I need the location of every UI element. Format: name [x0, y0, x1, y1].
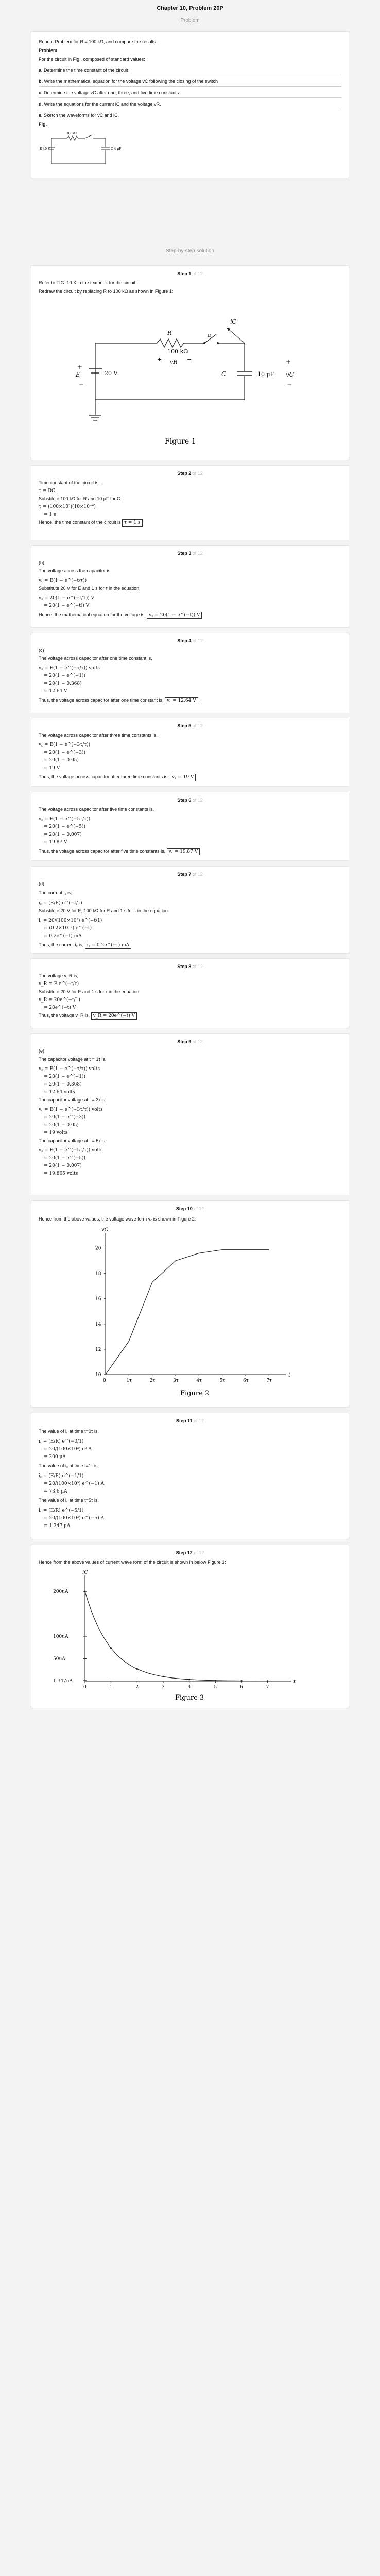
x-tick-label: 3τ: [173, 1378, 179, 1383]
problem-intro: Repeat Problem for R = 100 kΩ, and compare the results.: [39, 39, 158, 44]
problem-circuit: [39, 130, 142, 172]
y-tick-label: 10: [95, 1372, 101, 1378]
data-point: [162, 1676, 164, 1677]
y-tick-label: 18: [95, 1271, 101, 1277]
figure-caption: Figure 3: [175, 1694, 204, 1702]
problem-e-label: E 40 V: [40, 147, 50, 151]
y-tick-label: 200uA: [53, 1589, 68, 1595]
step-3: Step 3 of 12 (b) The voltage across the capacitor is, v꜀ = E(1 − e^(−t/τ)) Substitute 20 V for E and 1 s for τ in the equation. v꜀ = 20(1 − e^(−t/1)) V = 20(1 − e^(−t)) V Hence, the mathematical equation for the voltage is, v꜀ = 20(1 − e^(−t)) V: [31, 545, 349, 628]
x-tick-label: 5: [214, 1685, 217, 1690]
step-5: Step 5 of 12 The voltage across capacitor after three time constants is, v꜀ = E(1 − e^(−3τ/τ)) = 20(1 − e^(−3)) = 20(1 − 0.05) = 19 V Thus, the voltage across capacitor after three time constants is, v꜀ = 19 V: [31, 718, 349, 787]
step-6: Step 6 of 12 The voltage across capacitor after five time constants is, v꜀ = E(1 − e^(−5τ/τ)) = 20(1 − e^(−5)) = 20(1 − 0.007) = 19.87 V Thus, the voltage across capacitor after five time constants is, v꜀ = 19.87 V: [31, 792, 349, 861]
x-tick-label: 1: [109, 1685, 113, 1690]
x-tick-label: 5τ: [219, 1378, 226, 1383]
step-text: Redraw the circuit by replacing R to 100 kΩ as shown in Figure 1:: [39, 289, 174, 294]
x-tick-label: 6τ: [243, 1378, 249, 1383]
y-tick-label: 50uA: [53, 1656, 65, 1662]
step-text: Refer to FIG. 10.X in the textbook for the circuit.: [39, 280, 137, 285]
svg-text:C: C: [221, 370, 227, 378]
answer-box: i꜀ = 0.2e^(−t) mA: [85, 942, 132, 949]
svg-text:+: +: [286, 358, 291, 365]
figure-2-chart: [39, 1225, 337, 1400]
svg-text:100 kΩ: 100 kΩ: [167, 348, 188, 355]
data-point: [215, 1680, 216, 1681]
y-tick-label: 20: [95, 1246, 101, 1251]
y-tick-label: 1.347uA: [53, 1678, 73, 1684]
svg-text:10 μF: 10 μF: [257, 371, 274, 378]
svg-text:+: +: [157, 356, 162, 363]
svg-text:vC: vC: [286, 371, 294, 378]
figure-3-chart: [39, 1568, 337, 1702]
svg-text:iC: iC: [230, 318, 236, 325]
svg-text:+: +: [77, 363, 83, 370]
svg-text:20 V: 20 V: [105, 370, 118, 377]
answer-box: v꜀ = 20(1 − e^(−t)) V: [147, 612, 202, 619]
data-point: [84, 1590, 85, 1592]
data-point: [136, 1668, 138, 1670]
y-tick-label: 14: [95, 1321, 101, 1327]
data-point: [110, 1647, 112, 1649]
step-2: Step 2 of 12 Time constant of the circuit is, τ = RC Substitute 100 kΩ for R and 10 μF for C τ = (100×10³)(10×10⁻⁶) = 1 s Hence, the time constant of the circuit is τ = 1 s: [31, 465, 349, 540]
y-axis-label: iC: [82, 1570, 88, 1575]
problem-part: b. Write the mathematical equation for the voltage vC following the closing of the switch: [39, 77, 341, 87]
problem-heading: Problem: [180, 18, 200, 23]
page-title: Chapter 10, Problem 20P: [157, 5, 223, 11]
step-1: [31, 265, 349, 460]
x-tick-label: 4τ: [196, 1378, 202, 1383]
figure-caption: Figure 2: [180, 1389, 210, 1397]
problem-part: d. Write the equations for the current iC and the voltage vR.: [39, 99, 341, 109]
answer-box: v꜀ = 12.64 V: [165, 697, 198, 704]
series-line: [106, 1250, 269, 1375]
problem-part: c. Determine the voltage vC after one, three, and five time constants.: [39, 88, 341, 98]
step-header: Step 1 of 12: [177, 271, 203, 276]
y-tick-label: 100uA: [53, 1634, 68, 1640]
y-axis-label: vC: [101, 1227, 109, 1233]
step-4: Step 4 of 12 (c) The voltage across capacitor after one time constant is, v꜀ = E(1 − e^(−τ/τ)) volts = 20(1 − e^(−1)) = 20(1 − 0.368) = 12.64 V Thus, the voltage across capacitor after one time constant is, v꜀ = 12.64 V: [31, 633, 349, 713]
solution-heading: Step-by-step solution: [166, 248, 214, 254]
answer-box: v_R = 20e^(−t) V: [91, 1012, 137, 1020]
svg-text:R: R: [167, 330, 172, 336]
step-8: Step 8 of 12 The voltage v_R is, v_R = E e^(−t/τ) Substitute 20 V for E and 1 s for τ in the equation. v_R = 20e^(−t/1) = 20e^(−t) V Thus, the voltage v_R is, v_R = 20e^(−t) V: [31, 958, 349, 1028]
x-tick-label: 0: [103, 1378, 106, 1383]
problem-desc: For the circuit in Fig., composed of standard values:: [39, 57, 145, 62]
step-12: Step 12 of 12 Hence from the above values of current wave form of the circuit is shown in below Figure 3: 200uA 100uA 50uA 1.347uA 0 1 2 3 4 5 6 7 t iC Figure 3: [31, 1545, 349, 1708]
figure-1-caption: Figure 1: [165, 437, 196, 446]
y-tick-label: 16: [95, 1296, 101, 1302]
x-tick-label: 7τ: [266, 1378, 272, 1383]
header: [0, 0, 380, 23]
step-9: Step 9 of 12 (e) The capacitor voltage at t = 1τ is, v꜀ = E(1 − e^(−τ/τ)) volts = 20(1 − e^(−1)) = 20(1 − 0.368) = 12.64 volts The capacitor voltage at t = 3τ is, v꜀ = E(1 − e^(−3τ/τ)) volts = 20(1 − e^(−3)) = 20(1 − 0.05) = 19 volts The capacitor voltage at t = 5τ is, v꜀ = E(1 − e^(−5τ/τ)) volts = 20(1 − e^(−5)) = 20(1 − 0.007) = 19.865 volts: [31, 1033, 349, 1195]
step-10: Step 10 of 12 Hence from the above values, the voltage wave form v꜀ is shown in Figure 2: 10 12 14 16 18 20 1τ 2τ 3τ 4τ 5τ 6τ 7τ 0 t vC Figure 2: [31, 1200, 349, 1408]
x-axis-label: t: [293, 1679, 296, 1685]
x-tick-label: 3: [162, 1685, 165, 1690]
problem-c-label: C 4 μF: [111, 147, 122, 151]
series-line: [85, 1591, 268, 1681]
x-tick-label: 0: [83, 1685, 87, 1690]
problem-part: e. Sketch the waveforms for vC and iC.: [39, 113, 119, 118]
problem-label: Problem: [39, 48, 58, 53]
svg-text:−: −: [287, 381, 292, 388]
data-point: [267, 1680, 268, 1682]
x-axis-label: t: [288, 1372, 291, 1378]
svg-text:E: E: [76, 371, 80, 378]
problem-r-label: R 8kΩ: [67, 132, 77, 135]
answer-box: τ = 1 s: [122, 519, 142, 527]
answer-box: v꜀ = 19 V: [170, 774, 196, 781]
x-tick-label: 7: [266, 1685, 269, 1690]
svg-text:a: a: [208, 332, 211, 338]
x-tick-label: 4: [187, 1685, 191, 1690]
x-tick-label: 2: [135, 1685, 139, 1690]
x-tick-label: 1τ: [126, 1378, 132, 1383]
figure-1-circuit: [39, 297, 337, 446]
answer-box: v꜀ = 19.87 V: [167, 848, 200, 855]
y-tick-label: 12: [95, 1347, 101, 1352]
svg-text:−: −: [187, 356, 192, 363]
data-point: [188, 1679, 190, 1680]
step-7: Step 7 of 12 (d) The current i꜀ is, i꜀ = (E/R) e^(−t/τ) Substitute 20 V for E, 100 kΩ for R and 1 s for τ in the equation. i꜀ = 20/(100×10³) e^(−t/1) = (0.2×10⁻³) e^(−t) = 0.2e^(−t) mA Thus, the current i꜀ is, i꜀ = 0.2e^(−t) mA: [31, 866, 349, 954]
step-11: Step 11 of 12 The value of i꜀ at time t=0τ is, i꜀ = (E/R) e^(−0/1) = 20/(100×10³) e⁰ A = 200 μA The value of i꜀ at time t=1τ is, i꜀ = (E/R) e^(−1/1) = 20/(100×10³) e^(−1) A = 73.6 μA The value of i꜀ at time t=5τ is, i꜀ = (E/R) e^(−5/1) = 20/(100×10³) e^(−5) A = 1.347 μA: [31, 1413, 349, 1539]
problem-part: a. Determine the time constant of the circuit: [39, 65, 341, 75]
svg-text:−: −: [79, 381, 84, 388]
svg-text:vR: vR: [170, 359, 178, 365]
data-point: [240, 1680, 242, 1682]
problem-card: [31, 31, 349, 178]
x-tick-label: 6: [240, 1685, 243, 1690]
fig-label: Fig.: [39, 122, 47, 127]
x-tick-label: 2τ: [149, 1378, 156, 1383]
